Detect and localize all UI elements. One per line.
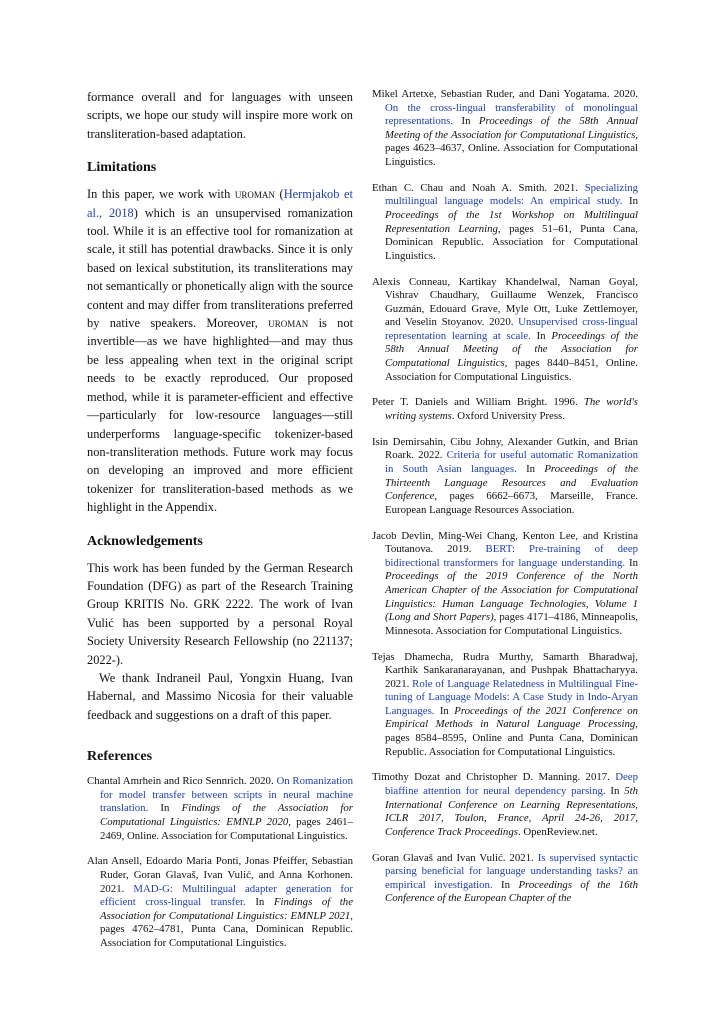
limitations-text-3: is not invertible—as we have highlighted—and may thus be less appealing when text in the original script needs to be exactly reproduced. Our proposed method, while it is parameter-efficient and effective—particularly for low-resource languages—still underperforms language-specific tokenizer-based non-transliteration methods. Future work may focus on developing an improved and more efficient tokenizer for transliteration-based methods as we highlight in the Appendix. [87, 316, 354, 515]
ref-details: , pages 8440–8451, Online. Association for Computational Linguistics. [385, 357, 639, 383]
ref-in: In [148, 802, 182, 815]
ref-in: In [625, 556, 638, 569]
ref-title-link[interactable]: Unsupervised cross-lingual representation learning at scale. [385, 316, 639, 342]
ref-in: In [622, 195, 638, 208]
ref-title-link[interactable]: Criteria for useful automatic Romanization in South Asian languages. [385, 449, 639, 475]
ref-venue: Proceedings of the 2021 Conference on Empirical Methods in Natural Language Processing [385, 704, 638, 731]
ref-title-link[interactable]: Role of Language Relatedness in Multilingual Fine-tuning of Language Models: A Case Study in Indo-Aryan Languages. [385, 677, 638, 717]
reference-entry [372, 182, 638, 264]
ref-in: In [605, 785, 625, 798]
ref-authors: Peter T. Daniels and William Bright. 1996. [372, 396, 584, 409]
ref-authors: Goran Glavaš and Ivan Vulić. 2021. [372, 851, 538, 864]
limitations-heading: Limitations [87, 160, 157, 176]
ref-venue: 5th International Conference on Learning Representations, ICLR 2017, Toulon, France, April 24-26, 2017, Conference Track Proceedings [385, 785, 638, 838]
left-column [87, 88, 353, 963]
ref-venue: Proceedings of the 1st Workshop on Multilingual Representation Learning [385, 208, 638, 235]
reference-entry [87, 775, 353, 843]
ref-in: In [245, 896, 274, 909]
reference-entry [372, 88, 638, 170]
reference-entry [372, 436, 638, 518]
ref-details: , pages 8584–8595, Online and Punta Cana, Dominican Republic. Association for Computational Linguistics. [385, 718, 638, 758]
reference-entry [372, 276, 638, 385]
reference-list-right [372, 88, 638, 906]
reference-entry [372, 651, 638, 760]
ref-title-link[interactable]: Is supervised syntactic parsing beneficial for language understanding tasks? an empirical investigation. [385, 851, 638, 891]
ref-details: , pages 4171–4186, Minneapolis, Minnesota. Association for Computational Linguistics. [385, 611, 639, 637]
ref-details: . OpenReview.net. [517, 825, 598, 838]
ref-title-link[interactable]: Deep biaffine attention for neural dependency parsing. [385, 771, 638, 798]
uroman-term-2: uroman [268, 316, 309, 331]
references-heading: References [87, 749, 153, 765]
ref-authors: Alan Ansell, Edoardo Maria Ponti, Jonas Pfeiffer, Sebastian Ruder, Goran Glavaš, Ivan Vulić, and Anna Korhonen. 2021. [87, 855, 353, 895]
ref-venue: Proceedings of the 58th Annual Meeting of the Association for Computational Linguistics [385, 115, 638, 141]
ref-title-link[interactable]: On Romanization for model transfer between scripts in neural machine translation. [100, 775, 353, 815]
limitations-text-1: In this paper, we work with [87, 187, 231, 202]
limitations-paragraph [87, 185, 353, 516]
ref-details: . Oxford University Press. [451, 410, 565, 423]
acknowledgements-heading: Acknowledgements [87, 533, 203, 549]
ref-details: , pages 4623–4637, Online. Association for Computational Linguistics. [385, 128, 638, 168]
ref-venue: Proceedings of the Thirteenth Language Resources and Evaluation Conference [385, 463, 638, 503]
ref-venue: The world's writing systems [385, 396, 638, 423]
ref-title-link[interactable]: MAD-G: Multilingual adapter generation for efficient cross-lingual transfer. [100, 882, 353, 909]
ref-in: In [453, 115, 479, 128]
ref-in: In [516, 463, 545, 475]
ref-authors: Ethan C. Chau and Noah A. Smith. 2021. [372, 181, 585, 194]
right-column [372, 88, 638, 918]
reference-entry [372, 771, 638, 839]
citation-open: ( [279, 187, 284, 202]
ref-details: , pages 6662–6673, Marseille, France. European Language Resources Association. [385, 490, 638, 516]
ref-in: In [434, 704, 455, 717]
ack-paragraph-1: This work has been funded by the German Research Foundation (DFG) as part of the Research Training Group KRITIS No. GRK 2222. The work of Ivan Vulić has been supported by a personal Royal Society University Research Fellowship (no 221137; 2022-). [87, 560, 353, 667]
ref-venue: Proceedings of the 2019 Conference of the North American Chapter of the Association for Computational Linguistics: Human Language Technologies, Volume 1 (Long and Short Papers) [385, 570, 638, 624]
ref-authors: Chantal Amrhein and Rico Sennrich. 2020. [87, 775, 277, 788]
reference-entry [372, 396, 638, 423]
ref-details: , pages 51–61, Punta Cana, Dominican Republic. Association for Computational Linguistics. [385, 222, 639, 262]
ref-authors: Tejas Dhamecha, Rudra Murthy, Samarth Bharadwaj, Karthik Sankaranarayanan, and Pushpak Bhattacharyya. 2021. [372, 650, 638, 690]
ref-title-link[interactable]: Specializing multilingual language models: An empirical study. [385, 181, 638, 208]
ack-paragraph-2: We thank Indraneil Paul, Yongxin Huang, Ivan Habernal, and Massimo Nicosia for their valuable feedback and suggestions on a draft of this paper. [87, 670, 353, 722]
reference-entry [87, 855, 353, 950]
uroman-term: uroman [234, 187, 275, 202]
ref-authors: Jacob Devlin, Ming-Wei Chang, Kenton Lee, and Kristina Toutanova. 2019. [372, 529, 638, 556]
reference-list-left [87, 775, 353, 950]
reference-entry [372, 852, 638, 906]
ref-title-link[interactable]: On the cross-lingual transferability of monolingual representations. [385, 101, 638, 128]
ref-in: In [492, 878, 519, 891]
reference-entry [372, 530, 638, 639]
intro-paragraph: formance overall and for languages with unseen scripts, we hope our study will inspire more work on transliteration-based adaptation. [87, 90, 353, 141]
ref-venue: Proceedings of the 16th Conference of the European Chapter of the [385, 878, 638, 905]
ref-authors: Mikel Artetxe, Sebastian Ruder, and Dani Yogatama. 2020. [372, 88, 638, 100]
ref-in: In [530, 329, 552, 342]
ref-authors: Timothy Dozat and Christopher D. Manning. 2017. [372, 771, 616, 784]
limitations-text-2: which is an unsupervised romanization tool. While it is an effective tool for romanization at scale, it still has potential drawbacks. Since it is only based on lexical substitution, its transliterations may not semantically or phonetically align with the source content and may differ from transliterations preferred by native speakers. Moreover, [87, 205, 353, 331]
citation-close: ) [133, 205, 138, 220]
ref-authors: Alexis Conneau, Kartikay Khandelwal, Naman Goyal, Vishrav Chaudhary, Guillaume Wenzek, Francisco Guzmán, Edouard Grave, Myle Ott, Luke Zettlemoyer, and Veselin Stoyanov. 2020. [372, 275, 638, 329]
ref-details: , pages 2461–2469, Online. Association for Computational Linguistics. [100, 815, 353, 842]
ref-details: , pages 4762–4781, Punta Cana, Dominican Republic. Association for Computational Linguistics. [100, 909, 353, 949]
ref-authors: Isin Demirsahin, Cibu Johny, Alexander Gutkin, and Brian Roark. 2022. [372, 435, 638, 462]
ref-venue: Findings of the Association for Computational Linguistics: EMNLP 2021 [100, 896, 353, 922]
ref-title-link[interactable]: BERT: Pre-training of deep bidirectional transformers for language understanding. [385, 543, 639, 569]
ref-venue: Proceedings of the 58th Annual Meeting of the Association for Computational Linguistics [385, 329, 638, 370]
ref-venue: Findings of the Association for Computational Linguistics: EMNLP 2020 [100, 802, 353, 828]
citation-link-hermjakob[interactable]: Hermjakob et al., 2018 [87, 187, 353, 220]
